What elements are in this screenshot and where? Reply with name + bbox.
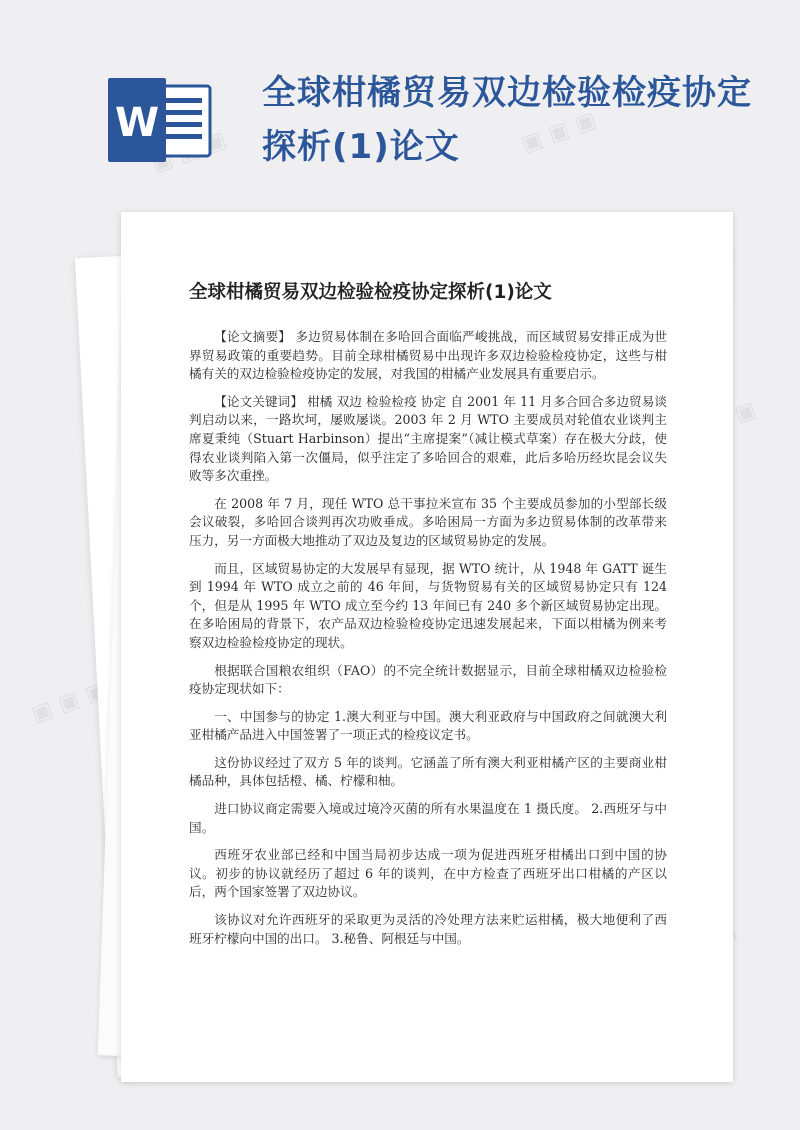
watermark-mark: ▣ xyxy=(731,397,760,429)
watermark-mark: ▣ ▣ xyxy=(148,127,230,178)
paragraph-abstract: 【论文摘要】 多边贸易体制在多哈回合面临严峻挑战，而区域贸易安排正成为世界贸易政策的重要趋势。目前全球柑橘贸易中出现许多双边检验检疫协定，这些与柑橘有关的双边检验检疫协定的发展，对我国的柑橘产业发展具有重要启示。 xyxy=(189,329,667,382)
paragraph: 而且，区域贸易协定的大发展早有显现，据 WTO 统计，从 1948 年 GATT 诞生到 1994 年 WTO 成立之前的 46 年间，与货物贸易有关的区域贸易协定只有 124 个，但是从 1995 年 WTO 成立至今约 13 年间已有 240 多个新区域贸易协定出现。 在多哈困局的背景下，农产品双边检验检疫协定迅速发展起来，下面以柑橘为例来考察双边检验检疫协定的现状。 xyxy=(189,560,667,650)
header-title: 全球柑橘贸易双边检验检疫协定探析(1)论文 xyxy=(262,73,752,167)
paragraph: 根据联合国粮农组织（FAO）的不完全统计数据显示，目前全球柑橘双边检验检疫协定现状如下： xyxy=(189,662,667,697)
paragraph: 西班牙农业部已经和中国当局初步达成一项为促进西班牙柑橘出口到中国的协议。初步的协议就经历了超过 6 年的谈判，在中方检查了西班牙出口柑橘的产区以后，两个国家签署了双边协议。 xyxy=(189,847,667,900)
document-title: 全球柑橘贸易双边检验检疫协定探析(1)论文 xyxy=(189,282,552,303)
watermark-mark: ▣ ▣ ▣ xyxy=(28,677,110,728)
paragraph: 进口协议商定需要入境或过境冷灭菌的所有水果温度在 1 摄氏度。 2.西班牙与中国。 xyxy=(189,801,667,835)
paragraph-keywords: 【论文关键词】 柑橘 双边 检验检疫 协定 自 2001 年 11 月多合回合多边贸易谈判启动以来，一路坎坷，屡败屡谈。2003 年 2 月 WTO 主要成员对轮值农业谈判主席夏秉纯（Stuart Harbinson）提出“主席提案”（减让模式草案）存在极大分歧，使得农业谈判陷入第一次僵局，似乎注定了多哈回合的艰难，此后多哈历经坎昆会议失败等多次重挫。 xyxy=(189,393,667,484)
paragraph: 在 2008 年 7 月，现任 WTO 总干事拉米宣布 35 个主要成员参加的小型部长级会议破裂，多哈回合谈判再次功败垂成。多哈困局一方面为多边贸易体制的改革带来压力，另一方面极大地推动了双边及复边的区域贸易协定的发展。 xyxy=(189,495,667,548)
document-body xyxy=(189,328,667,957)
paragraph: 该协议对允许西班牙的采取更为灵活的冷处理方法来贮运柑橘，极大地便利了西班牙柠檬向中国的出口。 3.秘鲁、阿根廷与中国。 xyxy=(189,912,667,946)
paragraph: 一、中国参与的协定 1.澳大利亚与中国。澳大利亚政府与中国政府之间就澳大利亚柑橘产品进入中国签署了一项正式的检疫议定书。 xyxy=(189,708,667,743)
word-icon xyxy=(108,78,212,162)
watermark-mark: ▣ ▣ ▣ xyxy=(518,107,600,158)
word-logo-letter: W xyxy=(114,100,160,146)
paragraph: 这份协议经过了双方 5 年的谈判。它涵盖了所有澳大利亚柑橘产区的主要商业柑橘品种，具体包括橙、橘、柠檬和柚。 xyxy=(189,754,667,789)
document-page xyxy=(121,212,733,1082)
